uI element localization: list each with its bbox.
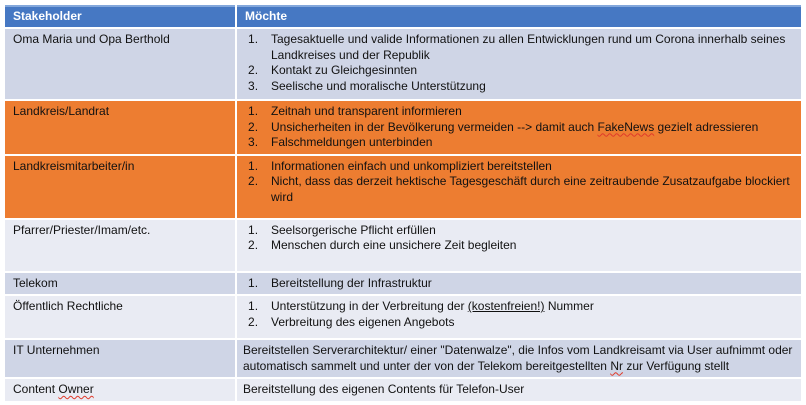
wish-item: Kontakt zu Gleichgesinnten — [271, 63, 418, 77]
moechte-cell — [237, 273, 801, 295]
moechte-cell — [237, 29, 801, 99]
header-stakeholder: Stakeholder — [5, 5, 235, 27]
wish-text: Unterstützung in der Verbreitung der — [271, 299, 468, 313]
table-row-oma-opa — [5, 29, 801, 99]
table-row-telekom — [5, 273, 801, 295]
wish-item: Zeitnah und transparent informieren — [271, 104, 462, 118]
wish-paragraph: Bereitstellung des eigenen Contents für Telefon-User — [243, 382, 525, 396]
wish-list — [237, 223, 795, 254]
spellcheck-flagged-word: FakeNews — [597, 119, 655, 134]
moechte-cell — [237, 101, 801, 154]
table-row-pfarrer — [5, 220, 801, 271]
wish-list — [237, 299, 795, 330]
wish-paragraph — [237, 343, 795, 374]
wish-item: Verbreitung des eigenen Angebots — [271, 314, 455, 329]
wish-list — [237, 104, 795, 151]
wish-item: Bereitstellung der Infrastruktur — [271, 275, 432, 290]
wish-item: Nicht, dass das derzeit hektische Tagesgeschäft durch eine zeitraubende Zusatzaufgabe blockiert wird — [271, 174, 790, 204]
table-row-landkreis-landrat — [5, 101, 801, 154]
stakeholder-text: Content — [13, 382, 59, 396]
wish-list — [237, 276, 795, 292]
wish-item: Seelische und moralische Unterstützung — [271, 78, 486, 93]
stakeholder-cell: Telekom — [5, 273, 235, 295]
wish-item: Falschmeldungen unterbinden — [271, 135, 433, 149]
wish-text: Unsicherheiten in der Bevölkerung vermeiden --> damit auch — [271, 119, 598, 134]
stakeholder-cell: Landkreismitarbeiter/in — [5, 156, 235, 218]
moechte-cell — [237, 296, 801, 338]
stakeholder-table — [5, 5, 801, 403]
wish-item: Seelsorgerische Pflicht erfüllen — [271, 222, 436, 237]
table-row-oeffentlich-rechtliche — [5, 296, 801, 338]
spellcheck-flagged-word: Nr — [610, 358, 623, 373]
stakeholder-cell: Oma Maria und Opa Berthold — [5, 29, 235, 99]
wish-item — [237, 299, 795, 315]
wish-list — [237, 32, 795, 94]
table-row-it-unternehmen — [5, 340, 801, 377]
moechte-cell — [237, 220, 801, 271]
wish-item: Tagesaktuelle und valide Informationen zu allen Entwicklungen rund um Corona innerhalb seines Landkreises und der Republik — [271, 32, 786, 62]
stakeholder-cell: IT Unternehmen — [5, 340, 235, 377]
stakeholder-cell: Öffentlich Rechtliche — [5, 296, 235, 338]
table-row-landkreismitarbeiter — [5, 156, 801, 218]
underlined-text: (kostenfreien!) — [467, 299, 545, 313]
table-header-row — [5, 5, 801, 27]
wish-item — [237, 120, 795, 136]
wish-item: Menschen durch eine unsichere Zeit begleiten — [271, 238, 517, 252]
header-moechte: Möchte — [237, 5, 801, 27]
wish-list — [237, 159, 795, 206]
wish-text: Nummer — [544, 299, 594, 313]
table-row-content-owner — [5, 379, 801, 401]
wish-text: zur Verfügung stellt — [622, 358, 730, 373]
stakeholder-cell: Pfarrer/Priester/Imam/etc. — [5, 220, 235, 271]
moechte-cell — [237, 156, 801, 218]
wish-text: gezielt adressieren — [654, 119, 759, 134]
wish-item: Informationen einfach und unkompliziert bereitstellen — [271, 158, 552, 173]
moechte-cell — [237, 379, 801, 401]
moechte-cell — [237, 340, 801, 377]
stakeholder-cell: Landkreis/Landrat — [5, 101, 235, 154]
wish-text: Bereitstellen Serverarchitektur/ einer "Datenwalze", die Infos vom Landkreisamt via User aufnimmt oder automatisch sammelt und unter der von der Telekom bereitgestellten — [243, 343, 793, 373]
spellcheck-flagged-word: Owner — [58, 382, 94, 396]
stakeholder-cell — [5, 379, 235, 401]
